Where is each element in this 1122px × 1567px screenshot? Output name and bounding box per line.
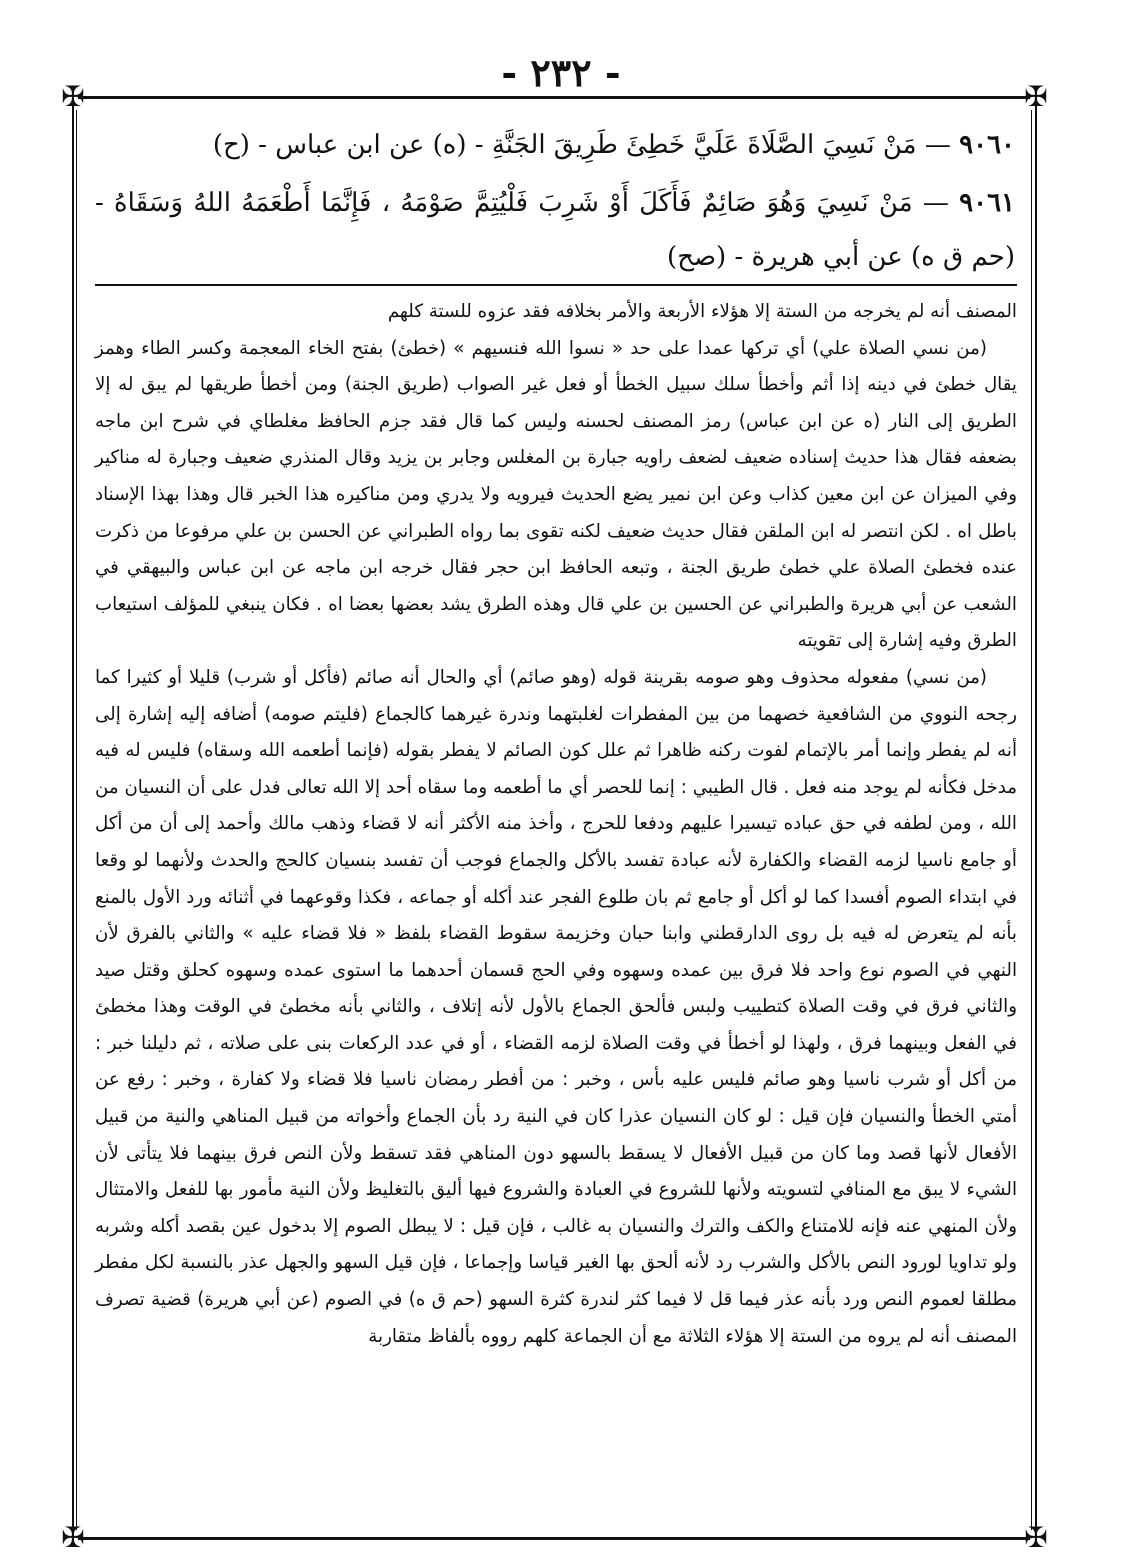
corner-ornament-icon: ✠ [61,80,85,113]
hadith-entry [95,176,1015,284]
hadith-text: — مَنْ نَسِيَ الصَّلَاةَ عَلَيَّ خَطِئَ طَرِيقَ الجَنَّةِ - (ه) عن ابن عباس - (ح) [212,130,951,160]
commentary-paragraph: (من نسي الصلاة علي) أي تركها عمدا على حد « نسوا الله فنسيهم » (خطئ) بفتح الخاء المعجمة وكسر الطاء وهمز يقال خطئ في دينه إذا أثم وأخطأ سلك سبيل الخطأ أو فعل غير الصواب (طريق الجنة) ومن أخطأ طريقها لم يبق له إلا الطريق إلى النار (ه عن ابن عباس) رمز المصنف لحسنه وليس كما قال فقد جزم الحافظ مغلطاي في شرح ابن ماجه بضعفه فقال هذا حديث إسناده ضعيف لضعف راويه جبارة بن المغلس وجابر بن يزيد وقال المنذري ضعيف وجبارة له مناكير وفي الميزان عن ابن معين كذاب وعن ابن نمير يضع الحديث فيرويه ولا يدري ومن مناكيره هذا الخبر قال وهذا بهذا الإسناد باطل اه . لكن انتصر له ابن الملقن فقال حديث ضعيف لكنه تقوى بما رواه الطبراني عن الحسن بن علي مرفوعا من ذكرت عنده فخطئ الصلاة علي خطئ طريق الجنة ، وتبعه الحافظ ابن حجر فقال خرجه ابن ماجه عن ابن عباس والبيهقي في الشعب عن أبي هريرة والطبراني عن الحسين بن علي قال وهذه الطرق يشد بعضها بعضا اه . فكان ينبغي للمؤلف استيعاب الطرق وفيه إشارة إلى تقويته [95,337,1017,652]
hadith-number: ٩٠٦١ [959,188,1015,218]
hadith-number: ٩٠٦٠ [959,130,1015,160]
commentary-paragraph: (من نسي) مفعوله محذوف وهو صومه بقرينة قوله (وهو صائم) أي والحال أنه صائم (فأكل أو شرب) قليلا أو كثيرا كما رجحه النووي من الشافعية خصهما من بين المفطرات لغلبتهما وندرة غيرهما كالجماع (فليتم صومه) أضافه إليه إشارة إلى أنه لم يفطر وإنما أمر بالإتمام لفوت ركنه ظاهرا ثم علل كون الصائم لا يفطر بقوله (فإنما أطعمه الله وسقاه) فليس له فيه مدخل فكأنه لم يوجد منه فعل . قال الطيبي : إنما للحصر أي ما أطعمه وما سقاه أحد إلا الله تعالى فدل على أن النسيان من الله ، ومن لطفه في حق عباده تيسيرا عليهم ودفعا للحرج ، وأخذ منه الأكثر أنه لا قضاء وذهب مالك وأحمد إلى أن من أكل أو جامع ناسيا لزمه القضاء والكفارة لأنه عبادة تفسد بالأكل والجماع فوجب أن تفسد بنسيان كالحج والحدث ولأنهما لو وقعا في ابتداء الصوم أفسدا كما لو أكل أو جامع ثم بان طلوع الفجر عند أكله أو جماعه ، فكذا وقوعهما في أثنائه ورد الأول بالمنع بأنه لم يتعرض له فيه بل روى الدارقطني وابنا حبان وخزيمة سقوط القضاء بلفظ « فلا قضاء عليه » والثاني بالفرق لأن النهي في الصوم نوع واحد فلا فرق بين عمده وسهوه وفي الحج قسمان أحدهما ما استوى عمده وسهوه كحلق وقتل صيد والثاني فرق في وقت الصلاة كتطييب ولبس فألحق الجماع بالأول لأنه إتلاف ، والثاني بأنه مخطئ في الوقت وهذا مخطئ في الفعل وبينهما فرق ، ولهذا لو أخطأ في وقت الصلاة لزمه القضاء ، أو في عدد الركعات بنى على صلاته ، ثم دليلنا خبر : من أكل أو شرب ناسيا وهو صائم فليس عليه بأس ، وخبر : من أفطر رمضان ناسيا فلا قضاء ولا كفارة ، وخبر : رفع عن أمتي الخطأ والنسيان فإن قيل : لو كان النسيان عذرا كان في النية رد بأن الجماع وأخواته من قبيل المناهي والنية من قبيل الأفعال لأنها قصد وما كان من قبيل الأفعال لا يسقط بالسهو دون المناهي فقد تسقط ولأن النص فرق بينهما فلا يتأتى لأن الشيء لا يبق مع المنافي لتسويته ولأنها للشروع في العبادة والشروع فيها أليق بالتغليظ ولأن النية مأمور بها للفعل والامتثال ولأن المنهي عنه فإنه للامتناع والكف والترك والنسيان به غالب ، فإن قيل : لا يبطل الصوم إلا بدخول عين بقصد أكله وشربه ولو تداويا لورود النص بالأكل والشرب رد لأنه ألحق بها الغير قياسا وإجماعا ، فإن قيل السهو والجهل عذر بالنسبة لكل مفطر مطلقا لعموم النص ورد بأنه عذر فيما قل لا فيما كثر لندرة كثرة السهو (حم ق ه) في الصوم (عن أبي هريرة) قضية تصرف المصنف أنه لم يروه من الستة إلا هؤلاء الثلاثة مع أن الجماعة كلهم رووه بألفاظ متقاربة [95,666,1017,1347]
frame-left-border [72,92,74,1542]
corner-ornament-icon: ✠ [61,1521,85,1554]
frame-left-inner-border [76,110,77,1530]
frame-right-inner-border [1031,110,1032,1530]
frame-right-border [1035,92,1037,1542]
commentary-paragraph: المصنف أنه لم يخرجه من الستة إلا هؤلاء الأربعة والأمر بخلافه فقد عزوه للستة كلهم [387,301,1017,322]
page-number: - ٢٣٢ - [501,50,621,95]
section-divider [95,284,1017,286]
commentary-section [95,294,1017,1355]
corner-ornament-icon: ✠ [1024,1521,1048,1554]
hadith-entry [95,118,1015,172]
hadith-section [95,118,1015,288]
corner-ornament-icon: ✠ [1024,80,1048,113]
frame-top-border [78,96,1030,99]
hadith-text: — مَنْ نَسِيَ وَهُوَ صَائِمٌ فَأَكَلَ أَوْ شَرِبَ فَلْيُتِمَّ صَوْمَهُ ، فَإِنَّمَا أَطْعَمَهُ اللهُ وَسَقَاهُ - (حم ق ه) عن أبي هريرة - (صح) [95,188,1015,272]
frame-bottom-border [78,1537,1030,1540]
